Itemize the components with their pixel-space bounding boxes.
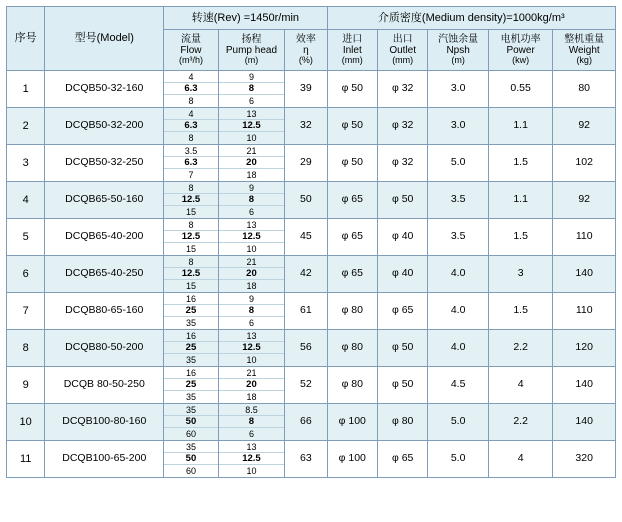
row-head — [218, 293, 285, 330]
row-flow-value: 6.3 — [164, 157, 217, 169]
row-inlet: φ 65 — [327, 182, 377, 219]
pump-spec-table — [6, 6, 616, 478]
header-col-outlet-l3: (mm) — [392, 55, 414, 66]
row-flow-value: 4 — [164, 71, 217, 83]
row-flow-value: 7 — [188, 170, 194, 180]
row-head-value: 21 — [219, 145, 285, 157]
header-col-model — [45, 7, 164, 71]
row-inlet: φ 50 — [327, 108, 377, 145]
table-head — [7, 7, 616, 71]
row-inlet: φ 50 — [327, 145, 377, 182]
row-model: DCQB100-65-200 — [45, 441, 164, 478]
row-flow-value: 50 — [164, 416, 217, 428]
header-col-npsh-l2: Npsh — [446, 45, 470, 57]
row-npsh: 3.0 — [428, 71, 488, 108]
row-index: 2 — [7, 108, 45, 145]
row-head — [218, 330, 285, 367]
row-flow-value: 12.5 — [164, 268, 217, 280]
row-npsh: 4.0 — [428, 330, 488, 367]
row-flow-value: 35 — [164, 441, 217, 453]
row-weight: 140 — [553, 404, 616, 441]
header-col-efficiency-l2: η — [303, 45, 309, 57]
row-flow-value: 60 — [185, 429, 196, 439]
row-flow-value: 35 — [164, 404, 217, 416]
row-efficiency: 45 — [285, 219, 327, 256]
row-flow — [164, 404, 218, 441]
row-inlet: φ 80 — [327, 293, 377, 330]
header-col-flow-l3: (m³/h) — [178, 55, 203, 66]
header-band-row — [7, 7, 616, 30]
row-index: 6 — [7, 256, 45, 293]
row-flow — [164, 108, 218, 145]
row-head-value: 10 — [246, 244, 257, 254]
row-head-value: 8.5 — [219, 404, 285, 416]
header-col-power — [488, 30, 553, 71]
row-outlet: φ 40 — [377, 256, 427, 293]
table-row — [7, 108, 616, 145]
table-row — [7, 256, 616, 293]
row-weight: 92 — [553, 182, 616, 219]
row-flow — [164, 145, 218, 182]
row-inlet: φ 65 — [327, 219, 377, 256]
header-band-density-label: 介质密度(Medium density)=1000kg/m³ — [377, 11, 565, 24]
table-row — [7, 182, 616, 219]
row-head — [218, 441, 285, 478]
header-col-efficiency-l1: 效率 — [295, 34, 316, 46]
row-model: DCQB 80-50-250 — [45, 367, 164, 404]
header-col-flow — [164, 30, 218, 71]
row-weight: 320 — [553, 441, 616, 478]
row-head-value: 8 — [219, 305, 285, 317]
header-col-index — [7, 7, 45, 71]
row-head-value: 21 — [219, 367, 285, 379]
row-head — [218, 367, 285, 404]
row-head-value: 8 — [219, 416, 285, 428]
row-flow-value: 8 — [164, 182, 217, 194]
header-col-inlet-l2: Inlet — [342, 45, 362, 57]
row-efficiency: 56 — [285, 330, 327, 367]
row-head-value: 20 — [219, 157, 285, 169]
row-weight: 110 — [553, 219, 616, 256]
header-col-outlet — [377, 30, 427, 71]
row-index: 7 — [7, 293, 45, 330]
header-col-power-l1: 电机功率 — [500, 34, 541, 46]
row-flow-value: 8 — [164, 219, 217, 231]
row-outlet: φ 65 — [377, 441, 427, 478]
table-row — [7, 441, 616, 478]
row-head — [218, 182, 285, 219]
row-efficiency: 52 — [285, 367, 327, 404]
row-flow-value: 8 — [164, 256, 217, 268]
row-head — [218, 219, 285, 256]
row-index: 3 — [7, 145, 45, 182]
row-model: DCQB65-40-250 — [45, 256, 164, 293]
row-power: 1.1 — [488, 182, 553, 219]
row-efficiency: 39 — [285, 71, 327, 108]
row-flow — [164, 367, 218, 404]
header-col-efficiency-l3: (%) — [298, 55, 313, 66]
row-head-value: 13 — [219, 441, 285, 453]
row-head-value: 20 — [219, 379, 285, 391]
header-col-power-l2: Power — [506, 45, 535, 57]
row-weight: 80 — [553, 71, 616, 108]
row-flow-value: 35 — [185, 392, 196, 402]
table-row — [7, 71, 616, 108]
row-flow — [164, 441, 218, 478]
row-flow — [164, 293, 218, 330]
row-npsh: 4.0 — [428, 293, 488, 330]
row-model: DCQB50-32-250 — [45, 145, 164, 182]
row-outlet: φ 32 — [377, 108, 427, 145]
row-power: 1.5 — [488, 219, 553, 256]
row-efficiency: 63 — [285, 441, 327, 478]
row-index: 4 — [7, 182, 45, 219]
header-col-outlet-l2: Outlet — [389, 45, 417, 57]
row-flow-value: 15 — [185, 207, 196, 217]
row-npsh: 5.0 — [428, 404, 488, 441]
row-flow-value: 25 — [164, 305, 217, 317]
row-outlet: φ 65 — [377, 293, 427, 330]
table-row — [7, 367, 616, 404]
row-npsh: 4.0 — [428, 256, 488, 293]
row-inlet: φ 80 — [327, 330, 377, 367]
header-col-head-l1: 扬程 — [241, 34, 262, 46]
row-head-value: 6 — [248, 429, 254, 439]
header-col-power-l3: (kw) — [512, 55, 530, 66]
row-flow — [164, 71, 218, 108]
row-flow-value: 16 — [164, 293, 217, 305]
row-head — [218, 145, 285, 182]
row-power: 1.5 — [488, 145, 553, 182]
header-col-flow-l2: Flow — [180, 45, 202, 57]
row-inlet: φ 80 — [327, 367, 377, 404]
row-power: 1.5 — [488, 293, 553, 330]
row-power: 1.1 — [488, 108, 553, 145]
row-head-value: 12.5 — [219, 231, 285, 243]
header-col-weight-l2: Weight — [568, 45, 600, 57]
row-npsh: 4.5 — [428, 367, 488, 404]
row-flow-value: 8 — [188, 96, 194, 106]
row-weight: 92 — [553, 108, 616, 145]
row-power: 4 — [488, 367, 553, 404]
header-band-density — [327, 7, 615, 30]
row-flow — [164, 219, 218, 256]
header-col-model-label: 型号(Model) — [74, 32, 134, 45]
header-col-weight — [553, 30, 616, 71]
row-model: DCQB50-32-160 — [45, 71, 164, 108]
row-flow-value: 12.5 — [164, 194, 217, 206]
row-model: DCQB65-40-200 — [45, 219, 164, 256]
row-efficiency: 42 — [285, 256, 327, 293]
row-head-value: 10 — [246, 466, 257, 476]
row-flow-value: 25 — [164, 342, 217, 354]
row-flow — [164, 256, 218, 293]
row-efficiency: 66 — [285, 404, 327, 441]
row-flow-value: 60 — [185, 466, 196, 476]
row-weight: 140 — [553, 367, 616, 404]
row-head-value: 12.5 — [219, 453, 285, 465]
row-weight: 110 — [553, 293, 616, 330]
row-flow — [164, 182, 218, 219]
row-flow-value: 16 — [164, 330, 217, 342]
row-model: DCQB80-65-160 — [45, 293, 164, 330]
row-outlet: φ 80 — [377, 404, 427, 441]
header-band-rev-label: 转速(Rev) =1450r/min — [191, 11, 300, 24]
header-col-weight-l1: 整机重量 — [564, 34, 605, 46]
row-head-value: 12.5 — [219, 342, 285, 354]
row-flow-value: 35 — [185, 318, 196, 328]
row-model: DCQB100-80-160 — [45, 404, 164, 441]
row-power: 3 — [488, 256, 553, 293]
row-head-value: 12.5 — [219, 120, 285, 132]
row-outlet: φ 40 — [377, 219, 427, 256]
row-head-value: 18 — [246, 392, 257, 402]
row-flow-value: 16 — [164, 367, 217, 379]
row-weight: 120 — [553, 330, 616, 367]
row-head-value: 13 — [219, 219, 285, 231]
row-head-value: 6 — [248, 96, 254, 106]
row-efficiency: 50 — [285, 182, 327, 219]
row-npsh: 3.0 — [428, 108, 488, 145]
row-outlet: φ 50 — [377, 367, 427, 404]
row-model: DCQB50-32-200 — [45, 108, 164, 145]
row-head-value: 8 — [219, 194, 285, 206]
row-efficiency: 29 — [285, 145, 327, 182]
row-flow-value: 25 — [164, 379, 217, 391]
header-col-flow-l1: 流量 — [180, 34, 201, 46]
row-head-value: 6 — [248, 318, 254, 328]
row-flow-value: 8 — [188, 133, 194, 143]
row-npsh: 5.0 — [428, 441, 488, 478]
row-outlet: φ 50 — [377, 182, 427, 219]
row-head-value: 9 — [219, 293, 285, 305]
row-flow-value: 35 — [185, 355, 196, 365]
row-index: 11 — [7, 441, 45, 478]
header-col-head-l2: Pump head — [225, 45, 278, 57]
row-efficiency: 32 — [285, 108, 327, 145]
row-flow-value: 6.3 — [164, 120, 217, 132]
table-row — [7, 330, 616, 367]
row-index: 8 — [7, 330, 45, 367]
row-head-value: 9 — [219, 182, 285, 194]
row-model: DCQB65-50-160 — [45, 182, 164, 219]
row-flow-value: 15 — [185, 244, 196, 254]
row-outlet: φ 50 — [377, 330, 427, 367]
row-npsh: 3.5 — [428, 219, 488, 256]
row-head-value: 13 — [219, 330, 285, 342]
header-col-npsh-l1: 汽蚀余量 — [438, 34, 479, 46]
header-col-npsh — [428, 30, 488, 71]
row-head-value: 6 — [248, 207, 254, 217]
row-weight: 102 — [553, 145, 616, 182]
row-index: 10 — [7, 404, 45, 441]
row-flow-value: 4 — [164, 108, 217, 120]
row-outlet: φ 32 — [377, 71, 427, 108]
table-row — [7, 293, 616, 330]
row-head-value: 21 — [219, 256, 285, 268]
row-head-value: 18 — [246, 281, 257, 291]
row-index: 1 — [7, 71, 45, 108]
row-head-value: 18 — [246, 170, 257, 180]
header-band-rev — [164, 7, 327, 30]
table-row — [7, 404, 616, 441]
row-head-value: 8 — [219, 83, 285, 95]
row-weight: 140 — [553, 256, 616, 293]
row-power: 2.2 — [488, 330, 553, 367]
table-body — [7, 71, 616, 478]
header-col-index-label: 序号 — [14, 32, 37, 45]
row-inlet: φ 100 — [327, 441, 377, 478]
row-npsh: 5.0 — [428, 145, 488, 182]
row-flow-value: 3.5 — [164, 145, 217, 157]
header-col-efficiency — [285, 30, 327, 71]
header-col-inlet-l1: 进口 — [342, 34, 363, 46]
row-index: 5 — [7, 219, 45, 256]
row-outlet: φ 32 — [377, 145, 427, 182]
row-inlet: φ 50 — [327, 71, 377, 108]
row-efficiency: 61 — [285, 293, 327, 330]
row-flow-value: 15 — [185, 281, 196, 291]
row-index: 9 — [7, 367, 45, 404]
row-flow-value: 6.3 — [164, 83, 217, 95]
row-head — [218, 71, 285, 108]
row-model: DCQB80-50-200 — [45, 330, 164, 367]
table-row — [7, 145, 616, 182]
row-power: 4 — [488, 441, 553, 478]
row-flow — [164, 330, 218, 367]
row-npsh: 3.5 — [428, 182, 488, 219]
row-head — [218, 108, 285, 145]
row-inlet: φ 100 — [327, 404, 377, 441]
row-head-value: 10 — [246, 133, 257, 143]
table-row — [7, 219, 616, 256]
header-col-npsh-l3: (m) — [451, 55, 465, 66]
header-col-inlet-l3: (mm) — [341, 55, 363, 66]
row-power: 2.2 — [488, 404, 553, 441]
header-col-head-l3: (m) — [244, 55, 259, 66]
row-inlet: φ 65 — [327, 256, 377, 293]
row-head — [218, 256, 285, 293]
header-col-head — [218, 30, 285, 71]
row-power: 0.55 — [488, 71, 553, 108]
header-col-weight-l3: (kg) — [576, 55, 592, 66]
row-head-value: 9 — [219, 71, 285, 83]
header-col-inlet — [327, 30, 377, 71]
row-head-value: 20 — [219, 268, 285, 280]
row-head — [218, 404, 285, 441]
row-flow-value: 50 — [164, 453, 217, 465]
row-flow-value: 12.5 — [164, 231, 217, 243]
row-head-value: 10 — [246, 355, 257, 365]
header-col-outlet-l1: 出口 — [392, 34, 413, 46]
row-head-value: 13 — [219, 108, 285, 120]
